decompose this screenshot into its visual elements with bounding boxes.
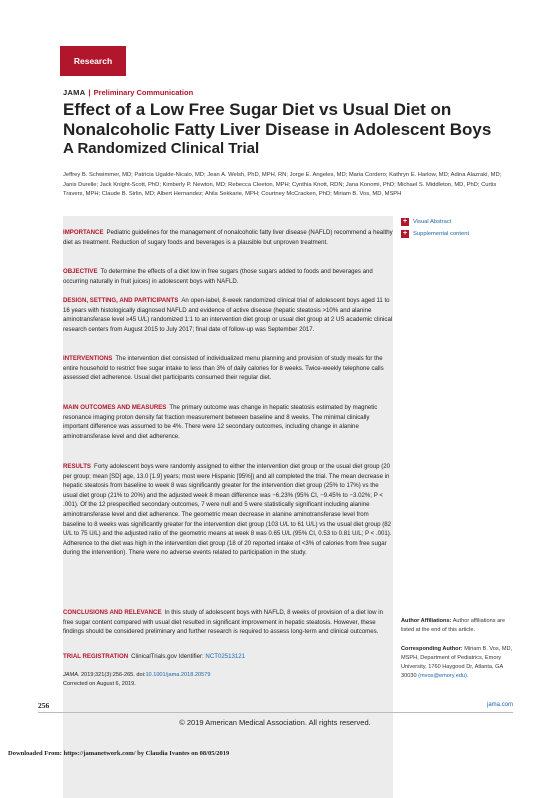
article-subtitle: A Randomized Clinical Trial [63,140,260,157]
abstract-objective [63,267,393,286]
section-heading: MAIN OUTCOMES AND MEASURES [63,404,167,411]
article-title: Effect of a Low Free Sugar Diet vs Usual Diet on Nonalcoholic Fatty Liver Disease in Adolescent Boys [63,100,492,139]
doi-link[interactable]: 10.1001/jama.2018.20579 [145,672,211,678]
section-heading: OBJECTIVE [63,268,98,275]
affiliations-text: Author affiliations are listed at the end of this article. [401,618,506,633]
link-label: Supplemental content [413,231,470,237]
section-text: Pediatric guidelines for the management of nonalcoholic fatty liver disease (NAFLD) recommend a healthy diet as treatment. Reduction of sugary foods and beverages is a plausible but unproven treatment. [63,229,393,246]
section-heading: RESULTS [63,463,91,470]
section-text: An open-label, 8-week randomized clinical trial of adolescent boys aged 11 to 16 years with histologically diagnosed NAFLD and evidence of active disease (hepatic steatosis >10% and alanine aminotransferase level ≥45 U/L) randomized 1:1 to an intervention diet group or usual diet group at 2 US academic clinical research centers from August 2015 to July 2017; final date of follow-up was September 2017. [63,297,393,333]
plus-icon: + [402,218,408,225]
page-number: 256 [38,701,50,710]
trial-id-link[interactable]: NCT02513121 [205,653,246,660]
abstract-design [63,296,393,334]
section-tab: Research [60,46,126,76]
corresponding-label: Corresponding Author: [401,646,463,652]
citation-details: 2019;321(3):256-265. doi: [81,672,146,678]
email-link[interactable]: (mvos@emory.edu). [418,673,469,679]
journal-name: JAMA [63,88,86,97]
corresponding-text: Miriam B. Vos, MD, MSPH, Department of Pediatrics, Emory University, 1760 Haygood Dr, Atlanta, GA 30030 [401,646,513,679]
footer-divider [38,712,513,713]
journal-label [63,88,193,97]
abstract-outcomes [63,403,393,441]
abstract-conclusions [63,608,393,637]
download-notice: Downloaded From: https://jamanetwork.com/ by Claudia Ivantes on 08/05/2019 [8,750,230,757]
side-links [401,216,511,240]
citation-journal: JAMA. [63,672,80,678]
section-heading: DESIGN, SETTING, AND PARTICIPANTS [63,297,179,304]
abstract-registration [63,652,393,662]
page-footer-bar [38,699,513,713]
section-text: In this study of adolescent boys with NAFLD, 8 weeks of provision of a diet low in free sugar content compared with usual diet resulted in significant improvement in hepatic steatosis. However, these findings should be considered preliminary and further research is required to assess long-term and clinical outcomes. [63,609,383,636]
site-link[interactable]: jama.com [486,702,513,708]
copyright-notice: © 2019 American Medical Association. All rights reserved. [179,718,371,727]
section-text: To determine the effects of a diet low in free sugars (those sugars added to foods and beverages and occurring naturally in fruit juices) in adolescent boys with NAFLD. [63,268,373,285]
section-text: The primary outcome was change in hepatic steatosis estimated by magnetic resonance imaging proton density fat fraction measurement between baseline and 8 weeks. The minimal clinically important difference was assumed to be 4%. There were 12 secondary outcomes, including change in alanine aminotransferase level and diet adherence. [63,404,378,440]
author-list: Jeffrey B. Schwimmer, MD; Patricia Ugalde-Nicalo, MD; Jean A. Welsh, PhD, MPH, RN; Jorge E. Angeles, MD; Maria Cordero; Kathryn E. Harlow, MD; Adina Alazraki, MD; Janis Durelle; Jack Knight-Scott, PhD; Kimberly P. Newton, MD; Rebecca Cleeton, MPH; Cynthia Knott, RDN; Jana Konomi, PhD; Michael S. Middleton, MD, PhD; Curtis Travers, MPH; Claude B. Sirlin, MD; Albert Hernandez; Ahila Sekkarie, MPH; Courtney McCracken, PhD; Miriam B. Vos, MD, MSPH [63,172,502,198]
section-text: Forty adolescent boys were randomly assigned to either the intervention diet group or the usual diet group (20 per group; mean [SD] age, 13.0 [1.9] years; most were Hispanic [95%]) and all completed the trial. The mean decrease in hepatic steatosis from baseline to week 8 was significantly greater for the intervention diet group (25% to 17%) vs the usual diet group (21% to 20%) and the adjusted week 8 mean difference was −6.23% (95% CI, −9.45% to −3.02%; P < .001). Of the 12 prespecified secondary outcomes, 7 were null and 5 were statistically significant including alanine aminotransferase level and diet adherence. The geometric mean decrease in alanine aminotransferase level from baseline to 8 weeks was significantly greater for the intervention diet group (103 U/L to 61 U/L) vs the usual diet group (82 U/L to 75 U/L) and the adjusted ratio of the geometric means at week 8 was 0.65 U/L (95% CI, 0.53 to 0.81 U/L; P < .001). Adherence to the diet was high in the intervention diet group (18 of 20 reported intake of <3% of calories from free sugar during the intervention). There were no adverse events related to participation in the study. [63,463,392,557]
visual-abstract-link[interactable] [401,216,511,228]
section-heading: CONCLUSIONS AND RELEVANCE [63,609,162,616]
journal-separator: | [88,88,91,97]
section-heading: TRIAL REGISTRATION [63,653,129,660]
citation [63,671,393,689]
author-affiliations [401,617,516,635]
section-heading: IMPORTANCE [63,229,104,236]
section-text: The intervention diet consisted of individualized menu planning and provision of study meals for the entire household to restrict free sugar intake to less than 3% of daily calories for 8 weeks. Twice-weekly telephone calls assessed diet adherence. Usual diet participants consumed their regular diet. [63,355,384,382]
correction-note: Corrected on August 6, 2019. [63,681,136,687]
corresponding-author [401,645,516,681]
abstract-importance [63,228,393,247]
plus-icon: + [402,230,408,237]
registration-prefix: ClinicalTrials.gov Identifier: [131,653,204,660]
link-label: Visual Abstract [413,219,452,225]
supplemental-content-link[interactable] [401,228,511,240]
section-heading: INTERVENTIONS [63,355,113,362]
article-type: Preliminary Communication [93,88,194,97]
affiliations-label: Author Affiliations: [401,618,452,624]
abstract-interventions [63,354,393,383]
abstract-results [63,462,393,558]
